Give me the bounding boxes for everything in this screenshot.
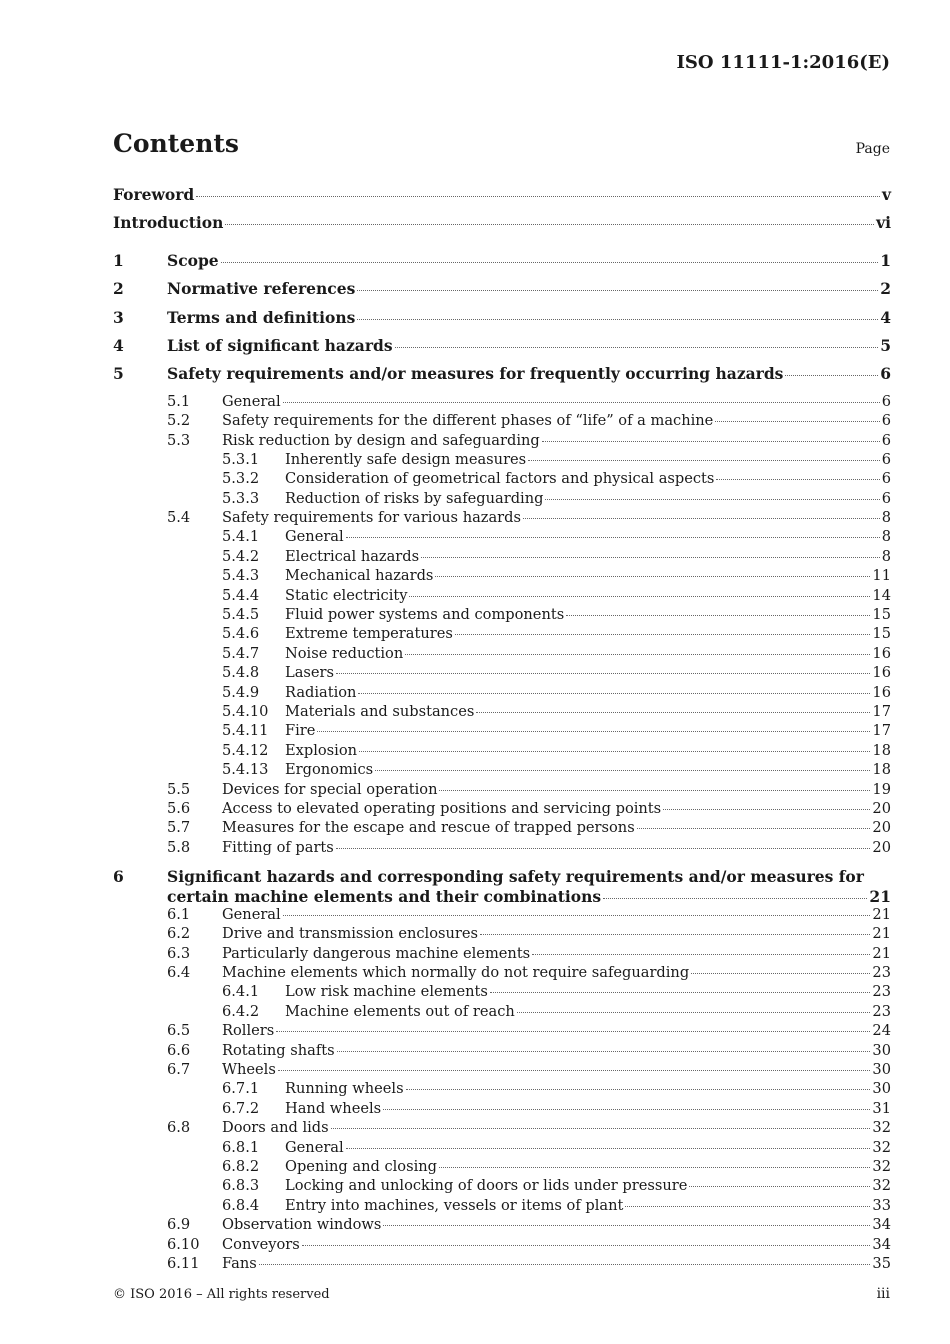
toc-entry-page: 17 — [872, 722, 891, 740]
toc-entry-number: 6.8.4 — [222, 1196, 260, 1214]
toc-entry-page: 33 — [872, 1196, 891, 1214]
toc-entry-number: 5.4.7 — [222, 644, 260, 662]
toc-entry-number: 6 — [113, 867, 124, 887]
dot-leader — [302, 1245, 871, 1246]
toc-entry-title: Particularly dangerous machine elements — [222, 944, 531, 962]
toc-entry[interactable] — [113, 548, 891, 567]
toc-entry-title: List of significant hazards — [167, 335, 393, 355]
dot-leader — [566, 615, 870, 616]
toc-entry[interactable] — [113, 587, 891, 606]
toc-entry-title: Rotating shafts — [222, 1041, 335, 1059]
table-of-contents — [113, 185, 891, 1274]
toc-entry-title-line1: Significant hazards and corresponding safety requirements and/or measures for — [167, 867, 864, 887]
toc-entry[interactable] — [113, 185, 891, 213]
toc-entry-number: 5.2 — [167, 412, 191, 430]
toc-entry[interactable] — [113, 528, 891, 547]
dot-leader — [785, 375, 878, 376]
toc-entry-page: 34 — [872, 1216, 891, 1234]
toc-entry-number: 5.4.4 — [222, 586, 260, 604]
toc-entry-number: 6.7 — [167, 1061, 191, 1079]
dot-leader — [435, 576, 870, 577]
toc-entry[interactable] — [113, 925, 891, 944]
dot-leader — [276, 1031, 870, 1032]
toc-entry-page: 8 — [881, 509, 891, 527]
toc-entry-page: 1 — [880, 250, 891, 270]
toc-entry-page: 30 — [872, 1061, 891, 1079]
toc-entry-page: 31 — [872, 1099, 891, 1117]
dot-leader — [663, 809, 870, 810]
toc-entry-page: 11 — [872, 567, 891, 585]
document-code: ISO 11111-1:2016(E) — [676, 52, 890, 73]
toc-entry-title: Wheels — [222, 1061, 276, 1079]
toc-entry-page: 16 — [872, 683, 891, 701]
toc-entry[interactable] — [113, 1255, 891, 1274]
toc-entry-page: 6 — [881, 450, 891, 468]
toc-entry-title: Safety requirements and/or measures for frequently occurring hazards — [167, 364, 784, 384]
toc-entry-title: Fluid power systems and components — [285, 606, 565, 624]
toc-entry[interactable] — [113, 983, 891, 1002]
dot-leader — [625, 1206, 870, 1207]
toc-entry-page: 21 — [872, 905, 891, 923]
toc-entry-title: Scope — [167, 250, 219, 270]
toc-entry-number: 6.6 — [167, 1041, 191, 1059]
toc-entry-title: Reduction of risks by safeguarding — [285, 489, 544, 507]
toc-entry-number: 5.4.10 — [222, 702, 269, 720]
toc-entry-number: 6.7.2 — [222, 1099, 260, 1117]
toc-entry-number: 5.4.11 — [222, 722, 269, 740]
toc-entry-page: 6 — [881, 470, 891, 488]
toc-entry-page: 21 — [872, 944, 891, 962]
dot-leader — [336, 673, 870, 674]
toc-entry-page: 20 — [872, 819, 891, 837]
toc-entry-title: Opening and closing — [285, 1157, 437, 1175]
toc-entry[interactable] — [113, 906, 891, 925]
toc-entry-number: 6.3 — [167, 944, 191, 962]
dot-leader — [196, 196, 880, 197]
toc-entry-page: 16 — [872, 664, 891, 682]
dot-leader — [421, 557, 880, 558]
toc-entry-page: 32 — [872, 1157, 891, 1175]
toc-entry-page: vi — [876, 213, 891, 233]
toc-entry-title: Fitting of parts — [222, 838, 334, 856]
toc-entry-title: Rollers — [222, 1022, 275, 1040]
toc-entry-number: 6.8.3 — [222, 1177, 260, 1195]
toc-entry-page: 18 — [872, 761, 891, 779]
toc-entry-title: Machine elements out of reach — [285, 1002, 515, 1020]
toc-entry[interactable] — [113, 336, 891, 364]
toc-entry-page: 5 — [880, 335, 891, 355]
toc-entry-number: 5.7 — [167, 819, 191, 837]
dot-leader — [532, 954, 870, 955]
dot-leader — [359, 751, 870, 752]
toc-entry-page: 30 — [872, 1080, 891, 1098]
toc-entry-title: Noise reduction — [285, 644, 404, 662]
toc-entry-page: 32 — [872, 1177, 891, 1195]
toc-entry[interactable] — [113, 964, 891, 983]
toc-entry-page: 2 — [880, 279, 891, 299]
toc-entry-number: 5.5 — [167, 780, 191, 798]
dot-leader — [383, 1225, 870, 1226]
toc-entry-title: Mechanical hazards — [285, 567, 434, 585]
toc-entry-number: 6.5 — [167, 1022, 191, 1040]
dot-leader — [545, 499, 879, 500]
toc-entry[interactable] — [113, 722, 891, 741]
dot-leader — [523, 518, 880, 519]
toc-entry[interactable] — [113, 1100, 891, 1119]
dot-leader — [375, 770, 870, 771]
page-title: Contents — [113, 129, 240, 158]
dot-leader — [337, 1051, 871, 1052]
toc-entry-title: Extreme temperatures — [285, 625, 453, 643]
toc-entry-page: 23 — [872, 1002, 891, 1020]
toc-entry-title: Observation windows — [222, 1216, 382, 1234]
toc-entry-page: v — [881, 185, 891, 204]
toc-entry[interactable] — [113, 819, 891, 838]
toc-entry-title: Ergonomics — [285, 761, 374, 779]
toc-entry-number: 4 — [113, 335, 124, 355]
toc-entry[interactable] — [113, 213, 891, 241]
dot-leader — [283, 402, 880, 403]
dot-leader — [221, 262, 879, 263]
toc-entry-number: 3 — [113, 307, 124, 327]
toc-entry[interactable] — [113, 742, 891, 761]
toc-entry-number: 5.3.2 — [222, 470, 260, 488]
toc-entry-number: 6.7.1 — [222, 1080, 260, 1098]
toc-entry-number: 6.11 — [167, 1254, 200, 1272]
toc-entry-title: Explosion — [285, 741, 358, 759]
dot-leader — [405, 654, 870, 655]
toc-entry[interactable] — [113, 684, 891, 703]
toc-entry[interactable] — [113, 664, 891, 683]
toc-entry-number: 5 — [113, 364, 124, 384]
toc-entry-number: 5.4.9 — [222, 683, 260, 701]
toc-entry-title: Safety requirements for various hazards — [222, 509, 521, 527]
toc-entry-title: Consideration of geometrical factors and physical aspects — [285, 470, 715, 488]
dot-leader — [455, 634, 871, 635]
toc-entry-title: Foreword — [113, 185, 195, 204]
toc-entry[interactable] — [113, 364, 891, 392]
toc-entry-page: 20 — [872, 838, 891, 856]
toc-entry-page: 21 — [869, 886, 891, 906]
page-column-label: Page — [855, 141, 890, 157]
toc-entry-number: 6.9 — [167, 1216, 191, 1234]
dot-leader — [395, 347, 879, 348]
toc-entry[interactable] — [113, 1003, 891, 1022]
dot-leader — [542, 441, 880, 442]
toc-entry-title: Entry into machines, vessels or items of plant — [285, 1196, 624, 1214]
toc-entry[interactable] — [113, 1139, 891, 1158]
toc-entry-page: 19 — [872, 780, 891, 798]
toc-entry-page: 15 — [872, 625, 891, 643]
toc-entry-number: 6.4.1 — [222, 983, 260, 1001]
toc-entry[interactable] — [113, 451, 891, 470]
dot-leader — [357, 319, 878, 320]
toc-entry-page: 6 — [881, 412, 891, 430]
dot-leader — [637, 828, 871, 829]
toc-entry-title: Measures for the escape and rescue of trapped persons — [222, 819, 635, 837]
dot-leader — [490, 992, 871, 993]
toc-entry-title: Conveyors — [222, 1235, 300, 1253]
toc-entry[interactable] — [113, 945, 891, 964]
dot-leader — [439, 1167, 870, 1168]
toc-entry[interactable] — [113, 839, 891, 858]
toc-entry[interactable] — [113, 432, 891, 451]
toc-entry-title: Lasers — [285, 664, 334, 682]
toc-entry-number: 5.4.8 — [222, 664, 260, 682]
toc-entry-title: General — [222, 905, 281, 923]
toc-entry-number: 6.8.1 — [222, 1138, 260, 1156]
toc-entry-title: Machine elements which normally do not require safeguarding — [222, 964, 690, 982]
toc-entry[interactable] — [113, 703, 891, 722]
toc-entry-page: 6 — [881, 392, 891, 410]
toc-entry[interactable] — [113, 800, 891, 819]
dot-leader — [528, 460, 880, 461]
toc-entry-page: 23 — [872, 964, 891, 982]
toc-entry[interactable] — [113, 412, 891, 431]
dot-leader — [358, 693, 870, 694]
copyright-notice: © ISO 2016 – All rights reserved — [113, 1287, 330, 1302]
toc-entry-number: 5.4.2 — [222, 547, 260, 565]
dot-leader — [409, 596, 870, 597]
toc-entry[interactable] — [113, 279, 891, 307]
toc-entry-number: 5.4.12 — [222, 741, 269, 759]
dot-leader — [317, 731, 870, 732]
toc-entry[interactable] — [113, 393, 891, 412]
toc-entry[interactable] — [113, 567, 891, 586]
toc-entry-title: Radiation — [285, 683, 357, 701]
toc-entry-title: Electrical hazards — [285, 547, 420, 565]
toc-entry-number: 6.2 — [167, 925, 191, 943]
toc-entry[interactable] — [113, 251, 891, 279]
dot-leader — [346, 537, 880, 538]
toc-entry[interactable] — [113, 781, 891, 800]
toc-entry-page: 16 — [872, 644, 891, 662]
toc-entry-number: 5.8 — [167, 838, 191, 856]
toc-entry-number: 5.4.1 — [222, 528, 260, 546]
dot-leader — [383, 1109, 870, 1110]
toc-entry-title: Safety requirements for the different phases of “life” of a machine — [222, 412, 714, 430]
dot-leader — [603, 898, 867, 899]
dot-leader — [480, 934, 870, 935]
dot-leader — [406, 1089, 871, 1090]
toc-entry[interactable] — [113, 1158, 891, 1177]
toc-entry-number: 6.1 — [167, 905, 191, 923]
toc-entry-number: 5.3 — [167, 431, 191, 449]
toc-entry-number: 1 — [113, 250, 124, 270]
toc-entry-page: 6 — [881, 431, 891, 449]
toc-entry-title: Devices for special operation — [222, 780, 438, 798]
toc-entry-title: Risk reduction by design and safeguarding — [222, 431, 540, 449]
toc-entry-page: 18 — [872, 741, 891, 759]
toc-entry-page: 15 — [872, 606, 891, 624]
dot-leader — [715, 421, 879, 422]
dot-leader — [716, 479, 879, 480]
dot-leader — [517, 1012, 871, 1013]
toc-entry[interactable] — [113, 625, 891, 644]
toc-entry[interactable] — [113, 1177, 891, 1196]
toc-entry-page: 35 — [872, 1254, 891, 1272]
dot-leader — [331, 1128, 871, 1129]
page-number: iii — [876, 1286, 890, 1302]
toc-entry[interactable] — [113, 1061, 891, 1080]
toc-entry-number: 6.4 — [167, 964, 191, 982]
toc-entry-title: General — [285, 528, 344, 546]
toc-entry[interactable] — [113, 470, 891, 489]
toc-entry-page: 34 — [872, 1235, 891, 1253]
toc-entry-number: 5.4.3 — [222, 567, 260, 585]
toc-entry-title: General — [285, 1138, 344, 1156]
toc-entry-page: 6 — [881, 489, 891, 507]
toc-entry[interactable] — [113, 1119, 891, 1138]
toc-entry-number: 6.4.2 — [222, 1002, 260, 1020]
toc-entry-number: 5.3.1 — [222, 450, 260, 468]
toc-entry[interactable] — [113, 509, 891, 528]
toc-entry-title: Materials and substances — [285, 702, 475, 720]
toc-entry-page: 6 — [880, 364, 891, 384]
toc-entry-page: 8 — [881, 547, 891, 565]
toc-entry-title: Hand wheels — [285, 1099, 382, 1117]
toc-entry-title: Drive and transmission enclosures — [222, 925, 479, 943]
dot-leader — [259, 1264, 871, 1265]
toc-entry-number: 6.8.2 — [222, 1157, 260, 1175]
toc-entry-number: 5.3.3 — [222, 489, 260, 507]
toc-entry-page: 20 — [872, 799, 891, 817]
toc-entry-page: 8 — [881, 528, 891, 546]
toc-entry[interactable] — [113, 1022, 891, 1041]
dot-leader — [278, 1070, 871, 1071]
toc-entry-number: 5.6 — [167, 799, 191, 817]
toc-entry-page: 4 — [880, 307, 891, 327]
dot-leader — [283, 915, 871, 916]
toc-entry-number: 5.4.6 — [222, 625, 260, 643]
toc-entry-title: Introduction — [113, 213, 224, 233]
toc-entry-page: 17 — [872, 702, 891, 720]
toc-entry-page: 24 — [872, 1022, 891, 1040]
toc-entry-title: certain machine elements and their combinations — [167, 886, 602, 906]
toc-entry-number: 5.4.5 — [222, 606, 260, 624]
toc-entry-title: Running wheels — [285, 1080, 404, 1098]
toc-entry-number: 5.1 — [167, 392, 191, 410]
toc-entry-title: Terms and definitions — [167, 307, 356, 327]
dot-leader — [336, 848, 871, 849]
toc-entry-page: 14 — [872, 586, 891, 604]
toc-entry-number: 5.4.13 — [222, 761, 269, 779]
dot-leader — [476, 712, 870, 713]
toc-entry-title: Fire — [285, 722, 316, 740]
toc-entry-page: 23 — [872, 983, 891, 1001]
toc-entry-number: 6.8 — [167, 1119, 191, 1137]
toc-entry-title: General — [222, 392, 281, 410]
toc-entry[interactable] — [113, 645, 891, 664]
toc-entry[interactable] — [113, 1197, 891, 1216]
toc-entry-page: 30 — [872, 1041, 891, 1059]
toc-entry-title: Inherently safe design measures — [285, 450, 527, 468]
toc-entry-number: 6.10 — [167, 1235, 200, 1253]
dot-leader — [357, 290, 878, 291]
toc-entry-title: Doors and lids — [222, 1119, 329, 1137]
toc-entry[interactable] — [113, 1080, 891, 1099]
toc-entry-title: Locking and unlocking of doors or lids under pressure — [285, 1177, 688, 1195]
toc-entry[interactable] — [113, 1216, 891, 1235]
toc-entry-title: Static electricity — [285, 586, 408, 604]
dot-leader — [225, 224, 874, 225]
toc-entry-page: 32 — [872, 1138, 891, 1156]
dot-leader — [689, 1186, 870, 1187]
toc-entry-page: 32 — [872, 1119, 891, 1137]
toc-entry[interactable] — [113, 490, 891, 509]
toc-entry[interactable] — [113, 308, 891, 336]
dot-leader — [346, 1148, 871, 1149]
toc-entry-title: Access to elevated operating positions and servicing points — [222, 799, 662, 817]
toc-entry[interactable] — [113, 606, 891, 625]
toc-entry[interactable] — [113, 1236, 891, 1255]
toc-entry-title: Fans — [222, 1254, 257, 1272]
toc-entry-number: 5.4 — [167, 509, 191, 527]
toc-entry[interactable] — [113, 1042, 891, 1061]
dot-leader — [691, 973, 870, 974]
toc-entry[interactable] — [113, 867, 891, 906]
toc-entry-number: 2 — [113, 279, 124, 299]
toc-entry[interactable] — [113, 761, 891, 780]
dot-leader — [439, 790, 870, 791]
toc-entry-title: Low risk machine elements — [285, 983, 488, 1001]
toc-entry-page: 21 — [872, 925, 891, 943]
toc-entry-title: Normative references — [167, 279, 356, 299]
